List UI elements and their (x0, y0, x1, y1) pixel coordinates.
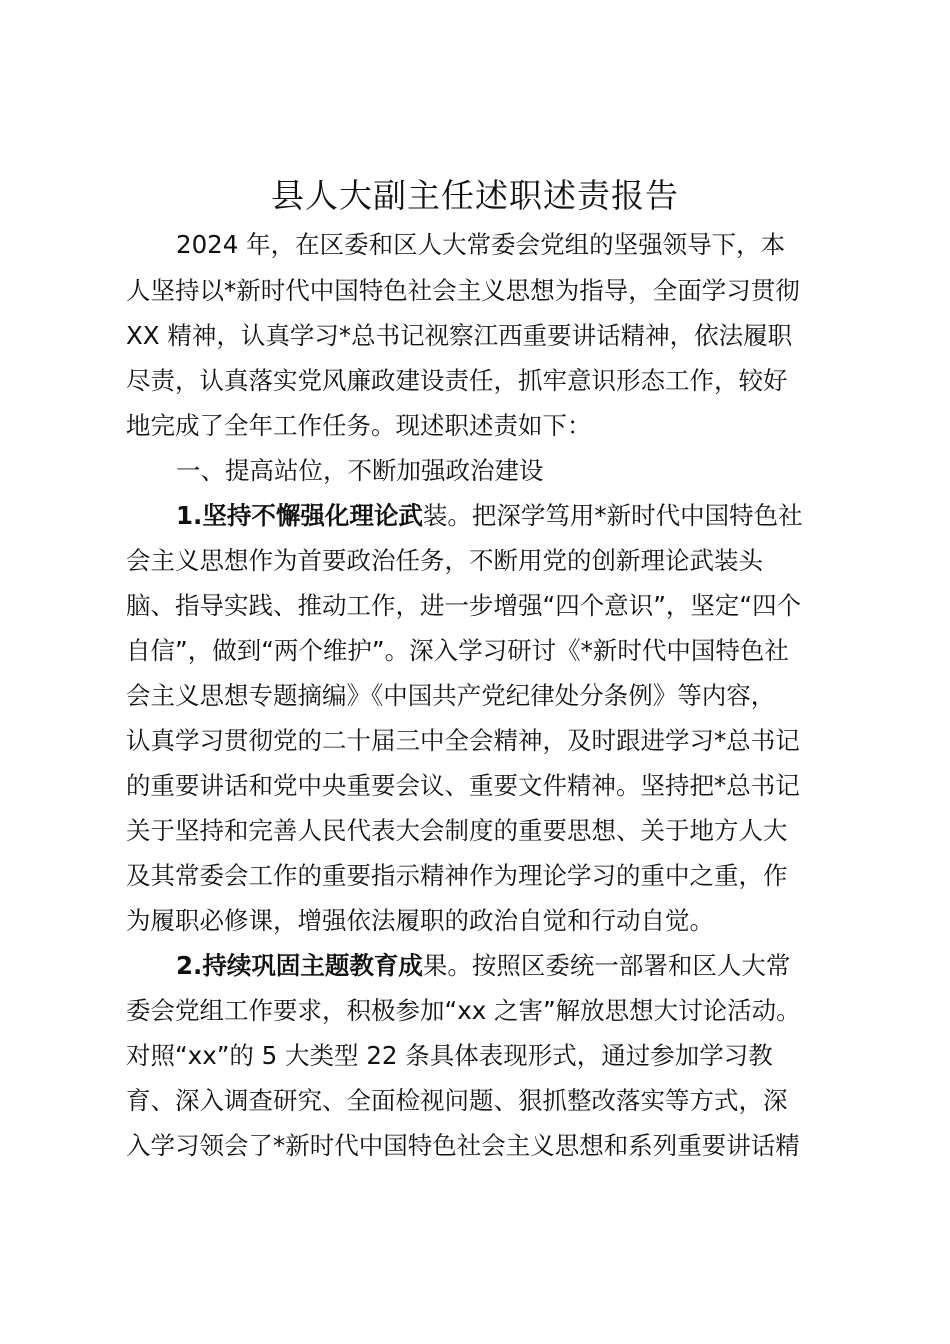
section-heading-1: 一、提高站位，不断加强政治建设 (176, 456, 544, 485)
paragraph-2-line-1-text: 装。把深学笃用*新时代中国特色社 (422, 501, 803, 530)
paragraph-2-line-7: 的重要讲话和党中央重要会议、重要文件精神。坚持把*总书记 (126, 771, 800, 800)
paragraph-2-line-6: 认真学习贯彻党的二十届三中全会精神，及时跟进学习*总书记 (126, 726, 800, 755)
paragraph-2-line-1 (176, 493, 836, 538)
paragraph-2-line-2: 会主义思想作为首要政治任务，不断用党的创新理论武装头 (126, 546, 763, 575)
paragraph-3-line-5: 入学习领会了*新时代中国特色社会主义思想和系列重要讲话精 (126, 1131, 800, 1160)
paragraph-3-line-2: 委会党组工作要求，积极参加“xx 之害”解放思想大讨论活动。 (126, 996, 801, 1025)
paragraph-2-lead: 1.坚持不懈强化理论武 (176, 501, 423, 530)
paragraph-1-line-4: 尽责，认真落实党风廉政建设责任，抓牢意识形态工作，较好 (126, 366, 788, 395)
paragraph-2-line-4: 自信”，做到“两个维护”。深入学习研讨《*新时代中国特色社 (126, 636, 789, 665)
paragraph-3-line-3: 对照“xx”的 5 大类型 22 条具体表现形式，通过参加学习教 (126, 1041, 773, 1070)
paragraph-3-line-1 (176, 943, 836, 988)
paragraph-3-line-4: 育、深入调查研究、全面检视问题、狠抓整改落实等方式，深 (126, 1086, 788, 1115)
paragraph-2-line-8: 关于坚持和完善人民代表大会制度的重要思想、关于地方人大 (126, 816, 788, 845)
paragraph-1-line-2: 人坚持以*新时代中国特色社会主义思想为指导，全面学习贯彻 (126, 276, 800, 305)
paragraph-2-line-5: 会主义思想专题摘编》《中国共产党纪律处分条例》等内容， (126, 681, 776, 710)
paragraph-3-lead: 2.持续巩固主题教育成 (176, 951, 423, 980)
paragraph-2-line-10: 为履职必修课，增强依法履职的政治自觉和行动自觉。 (126, 906, 714, 935)
paragraph-2-line-3: 脑、指导实践、推动工作，进一步增强“四个意识”，坚定“四个 (126, 591, 802, 620)
paragraph-1-line-1: 2024 年，在区委和区人大常委会党组的坚强领导下，本 (176, 230, 786, 259)
paragraph-1-line-3: XX 精神，认真学习*总书记视察江西重要讲话精神，依法履职 (126, 321, 793, 350)
document-title: 县人大副主任述职述责报告 (271, 176, 679, 215)
paragraph-3-line-1-text: 果。按照区委统一部署和区人大常 (422, 951, 791, 980)
paragraph-1-line-5: 地完成了全年工作任务。现述职述责如下： (126, 411, 592, 440)
paragraph-2-line-9: 及其常委会工作的重要指示精神作为理论学习的重中之重，作 (126, 861, 788, 890)
